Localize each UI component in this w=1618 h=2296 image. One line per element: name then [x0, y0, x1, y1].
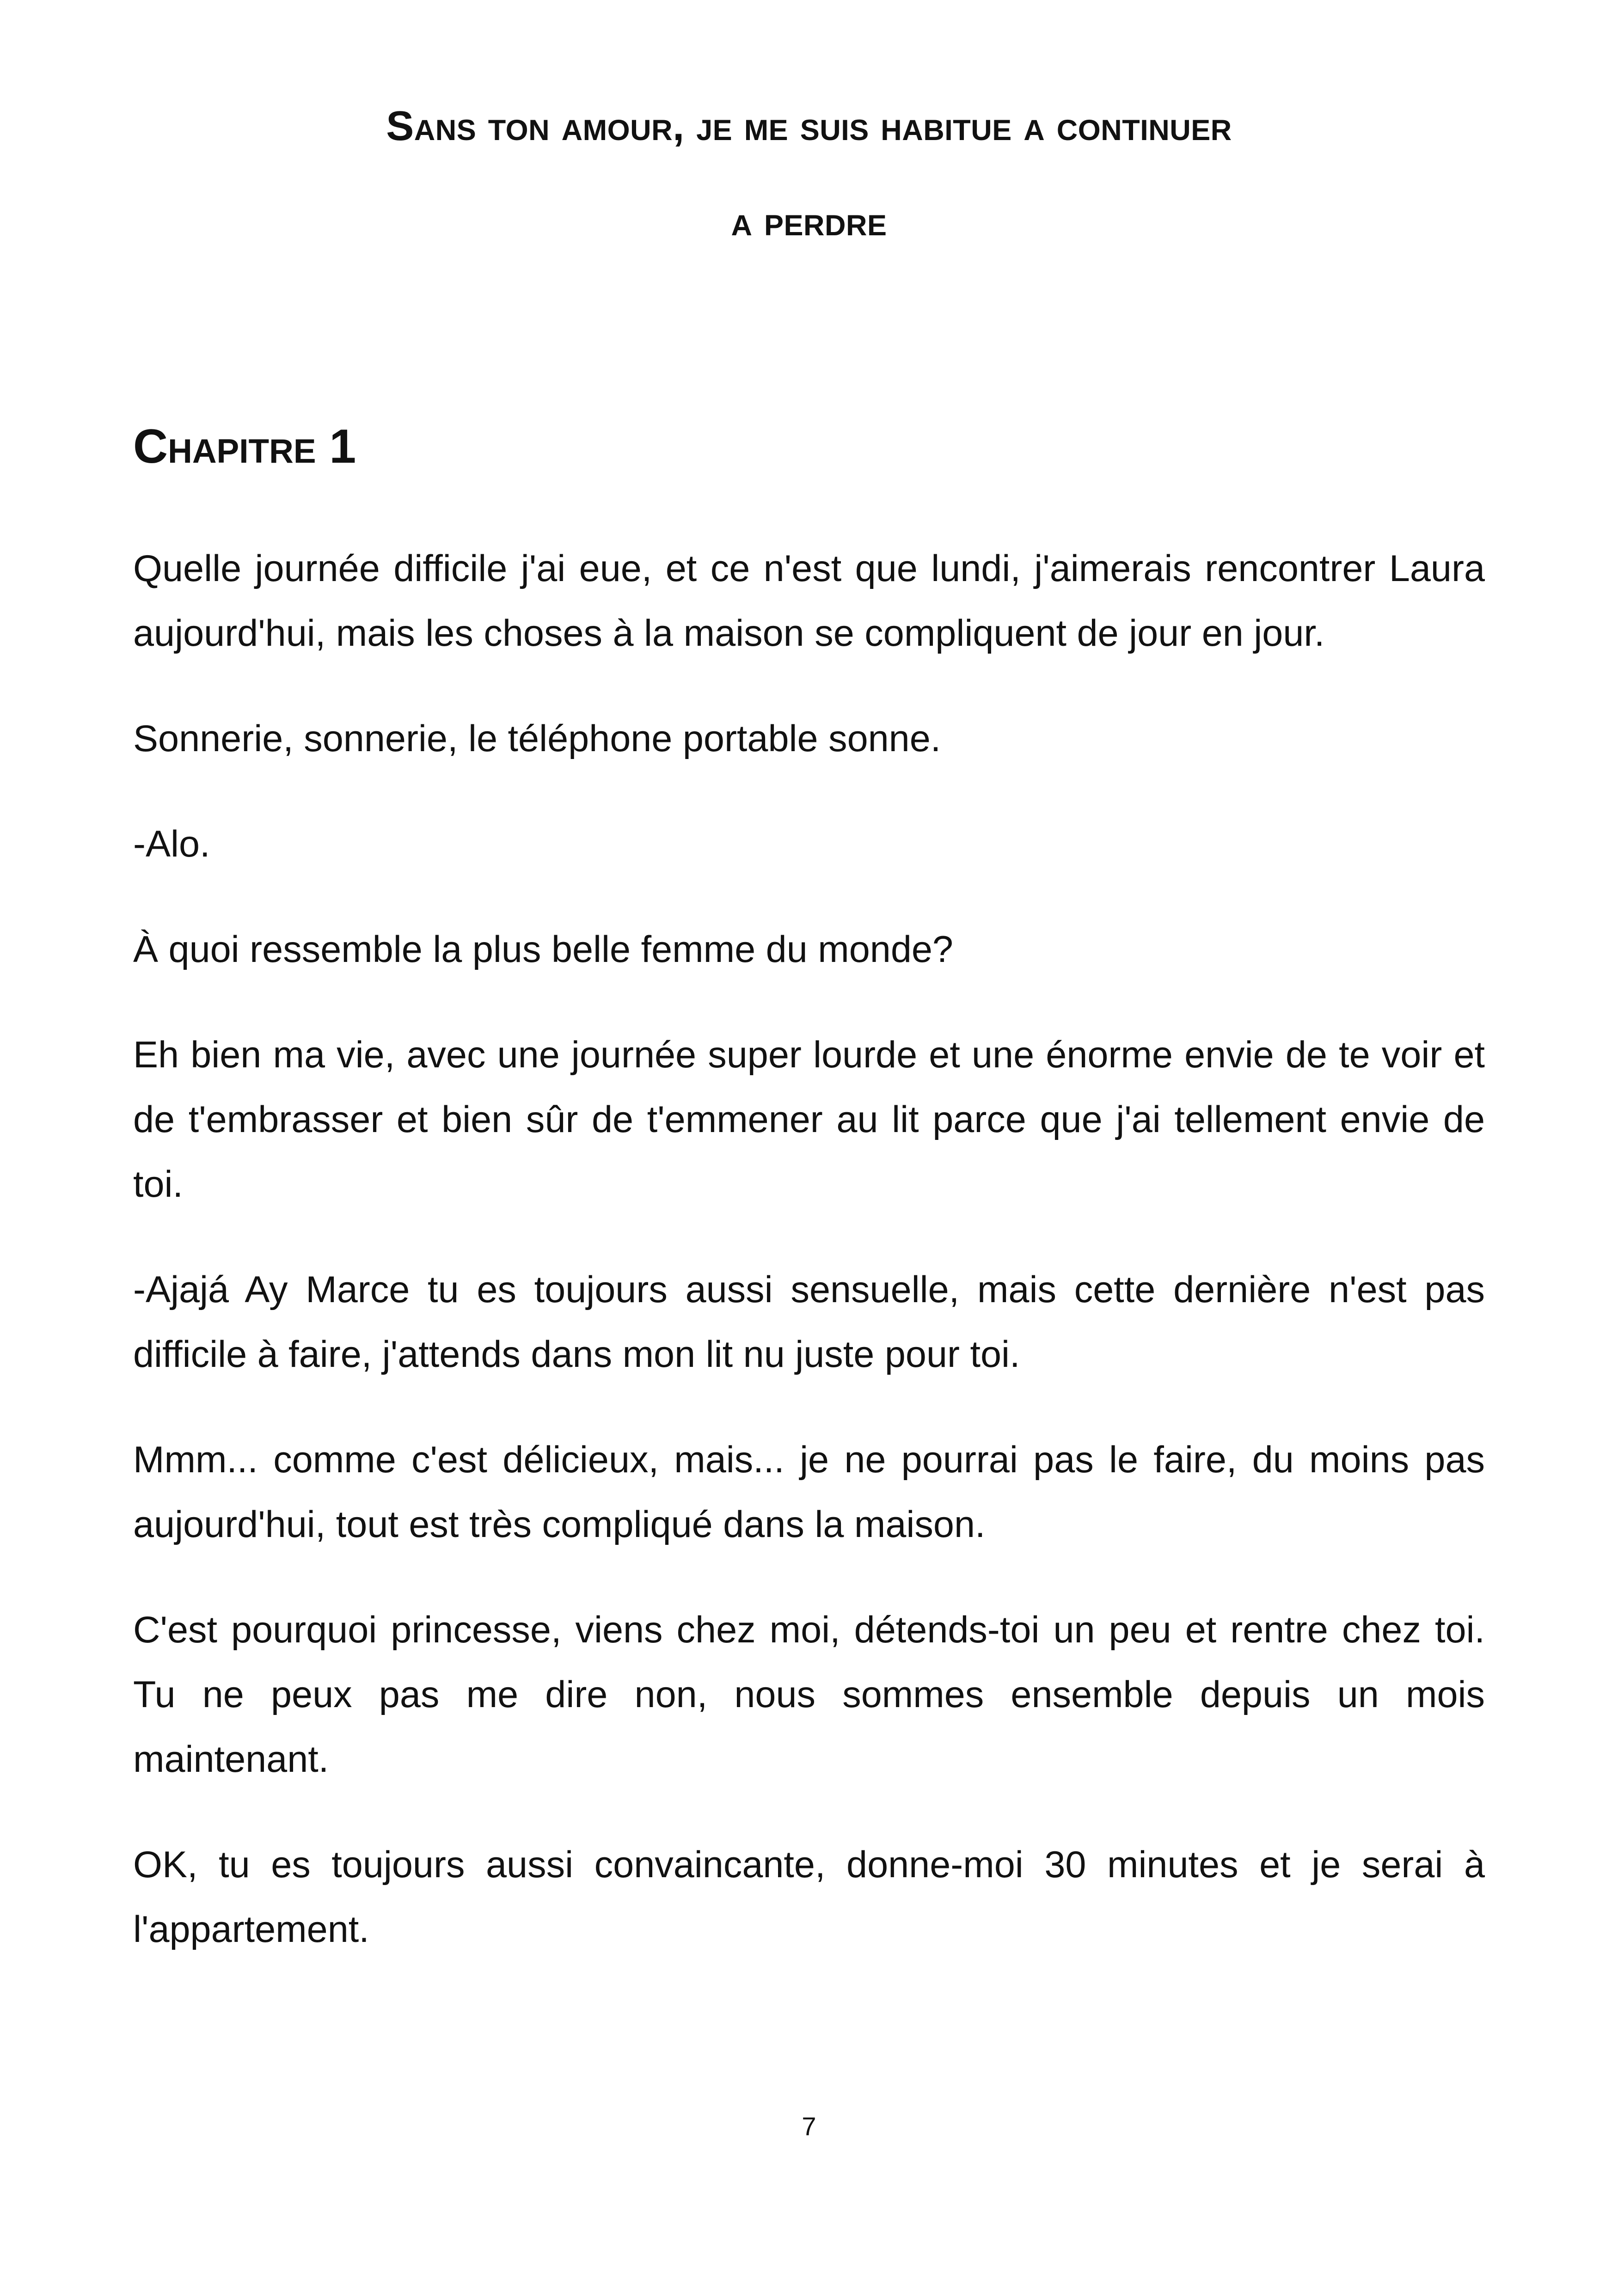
paragraph: Eh bien ma vie, avec une journée super lourde et une énorme envie de te voir et de t'embrasser et bien sûr de t'emmener au lit parce que j'ai tellement envie de toi.: [133, 1034, 1485, 1205]
page-number: 7: [802, 2112, 816, 2141]
paragraph: -Ajajá Ay Marce tu es toujours aussi sensuelle, mais cette dernière n'est pas difficile à faire, j'attends dans mon lit nu juste pour toi.: [133, 1269, 1485, 1375]
paragraph: À quoi ressemble la plus belle femme du monde?: [133, 929, 953, 970]
paragraph: OK, tu es toujours aussi convaincante, donne-moi 30 minutes et je serai à l'appartement.: [133, 1844, 1485, 1950]
book-title-line-1: Sans ton amour, je me suis habitue a continuer: [386, 103, 1232, 149]
paragraph: C'est pourquoi princesse, viens chez moi, détends-toi un peu et rentre chez toi. Tu ne peux pas me dire non, nous sommes ensemble depuis un mois maintenant.: [133, 1609, 1485, 1780]
chapter-heading: Chapitre 1: [133, 420, 356, 473]
book-title-line-2: a perdre: [731, 198, 887, 245]
paragraph: -Alo.: [133, 823, 210, 865]
chapter-body: [133, 536, 1485, 2002]
paragraph: Sonnerie, sonnerie, le téléphone portable sonne.: [133, 718, 941, 759]
paragraph: Mmm... comme c'est délicieux, mais... je ne pourrai pas le faire, du moins pas aujourd'hui, tout est très compliqué dans la maison.: [133, 1439, 1485, 1545]
paragraph: Quelle journée difficile j'ai eue, et ce n'est que lundi, j'aimerais rencontrer Laura aujourd'hui, mais les choses à la maison se compliquent de jour en jour.: [133, 548, 1485, 654]
